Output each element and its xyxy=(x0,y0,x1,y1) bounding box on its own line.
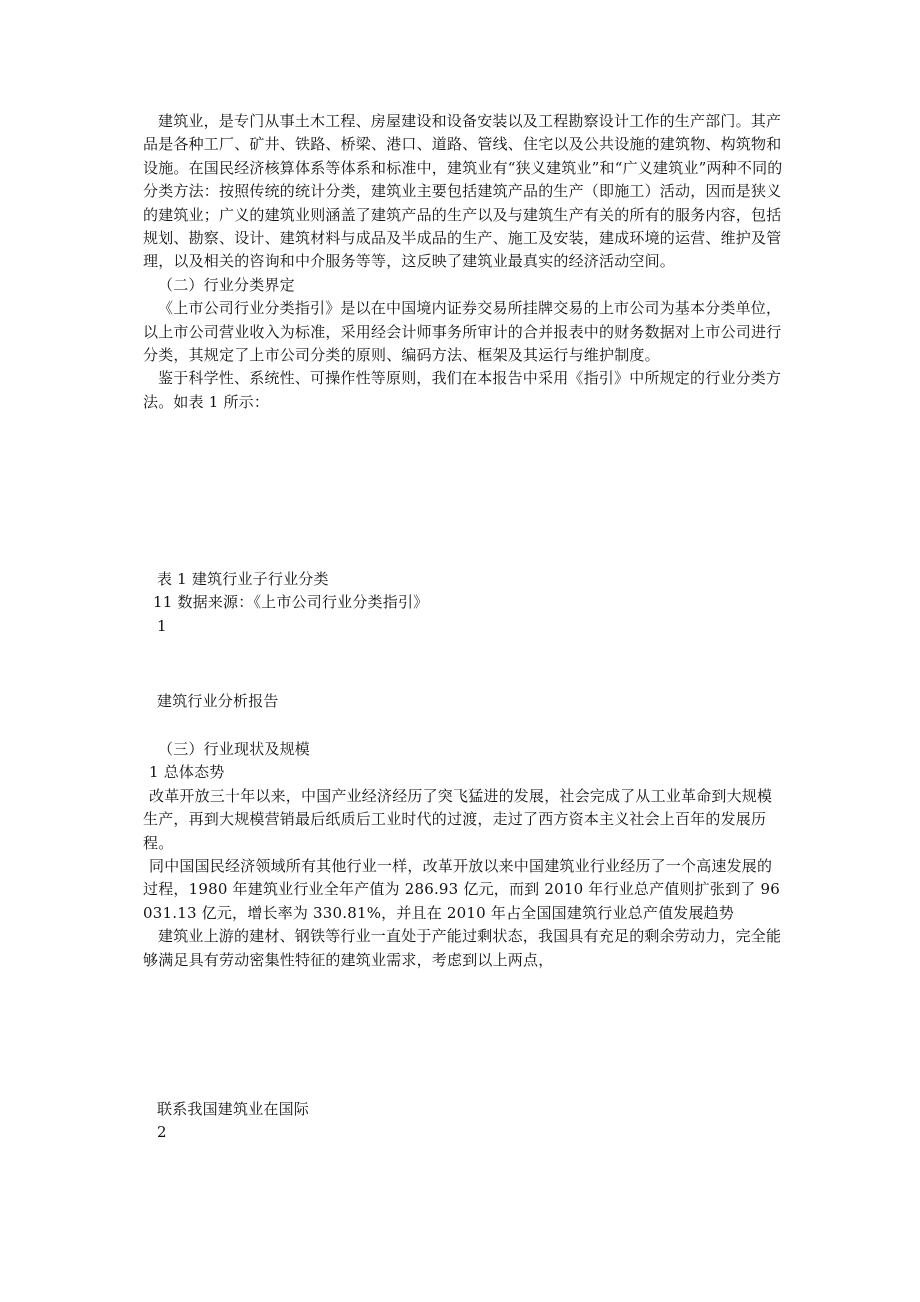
running-header-block xyxy=(157,690,797,713)
table-title: 表 1 建筑行业子行业分类 xyxy=(157,570,329,588)
heading-status: （三）行业现状及规模 xyxy=(158,740,311,758)
section-status xyxy=(143,738,783,972)
paragraph-guideline: 《上市公司行业分类指引》是以在中国境内证券交易所挂牌交易的上市公司为基本分类单位，以上市公司营业收入为标准，采用经会计师事务所审计的合并报表中的财务数据对上市公司进行分类，其规定了上市公司分类的原则、编码方法、框架及其运行与维护制度。 xyxy=(143,299,782,365)
table-caption-block xyxy=(153,568,797,638)
page-number-2: 2 xyxy=(157,1123,167,1142)
page-number-1: 1 xyxy=(157,616,167,635)
heading-classification: （二）行业分类界定 xyxy=(158,275,295,294)
paragraph-definition: 建筑业，是专门从事土木工程、房屋建设和设备安装以及工程勘察设计工作的生产部门。其产品是各种工厂、矿井、铁路、桥梁、港口、道路、管线、住宅以及公共设施的建筑物、构筑物和设施。在国民经济核算体系等体系和标准中，建筑业有“狭义建筑业”和“广义建筑业”两种不同的分类方法：按照传统的统计分类，建筑业主要包括建筑产品的生产（即施工）活动，因而是狭义的建筑业；广义的建筑业则涵盖了建筑产品的生产以及与建筑生产有关的所有的服务内容，包括规划、勘察、设计、建筑材料与成品及半成品的生产、施工及安装，建成环境的运营、维护及管理，以及相关的咨询和中介服务等等，这反映了建筑业最真实的经济活动空间。 xyxy=(143,112,783,271)
footer-block xyxy=(157,1098,797,1145)
footer-text: 联系我国建筑业在国际 xyxy=(157,1100,310,1118)
table-source: 11 数据来源：《上市公司行业分类指引》 xyxy=(153,593,429,612)
subheading-overall: 1 总体态势 xyxy=(149,763,225,782)
paragraph-method: 鉴于科学性、系统性、可操作性等原则，我们在本报告中采用《指引》中所规定的行业分类方法。如表 1 所示： xyxy=(143,369,782,411)
running-header: 建筑行业分析报告 xyxy=(157,692,279,710)
paragraph-growth: 同中国国民经济领域所有其他行业一样，改革开放以来中国建筑业行业经历了一个高速发展的过程，1980 年建筑业行业全年产值为 286.93 亿元，而到 2010 年行业总产值则扩张到了 96031.13 亿元，增长率为 330.81%，并且在 2010 年占全国国建筑行业总产值发展趋势 xyxy=(143,857,780,922)
paragraph-labor: 建筑业上游的建材、钢铁等行业一直处于产能过剩状态，我国具有充足的剩余劳动力，完全能够满足具有劳动密集性特征的建筑业需求，考虑到以上两点， xyxy=(143,927,782,969)
paragraph-reform: 改革开放三十年以来，中国产业经济经历了突飞猛进的发展，社会完成了从工业革命到大规模生产，再到大规模营销最后纸质后工业时代的过渡，走过了西方资本主义社会上百年的发展历程。 xyxy=(143,786,773,852)
section-definition xyxy=(143,110,783,414)
